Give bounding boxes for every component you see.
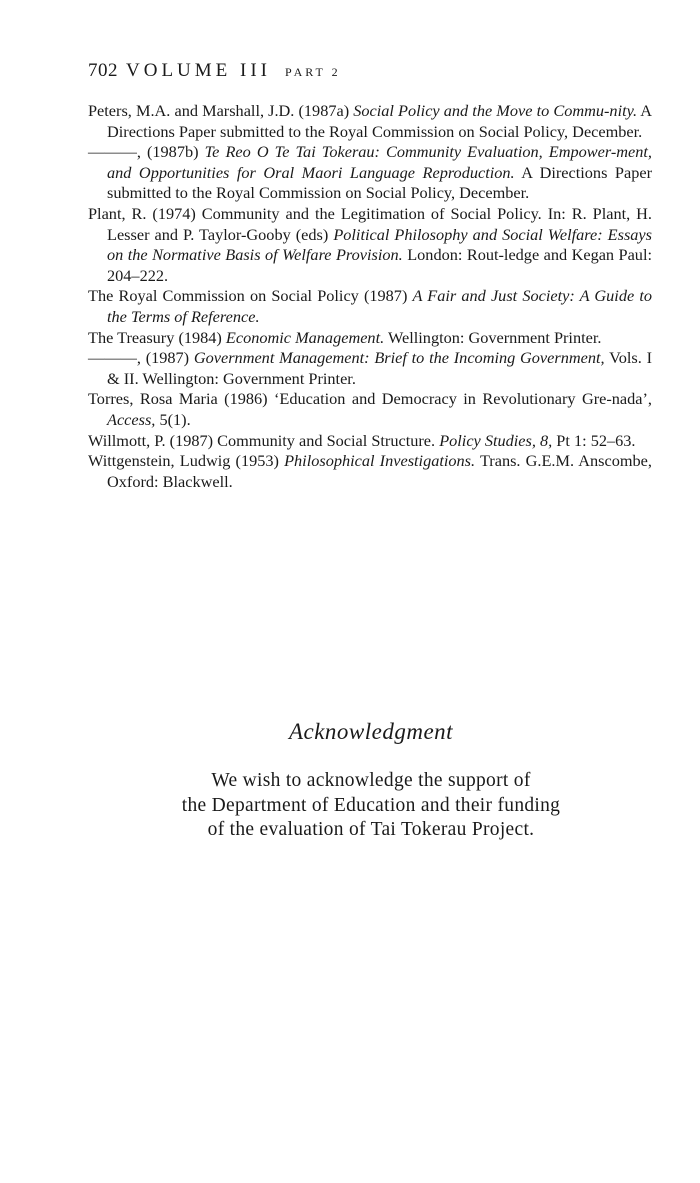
acknowledgment-body xyxy=(88,769,654,843)
reference-text: The Royal Commission on Social Policy (1987) xyxy=(88,286,413,306)
reference-text: ———, (1987) xyxy=(88,348,194,368)
reference-entry xyxy=(88,348,652,389)
reference-text: Vols. I & II. Wellington: Government Printer. xyxy=(107,348,653,388)
reference-text: Torres, Rosa Maria (1986) ‘Education and Democracy in Revolutionary Gre-nada’, xyxy=(88,389,652,409)
reference-text: Willmott, P. (1987) Community and Social Structure. xyxy=(88,430,440,450)
reference-title: Policy Studies, 8, xyxy=(439,430,553,450)
reference-text: A Directions Paper submitted to the Royal Commission on Social Policy, December. xyxy=(107,101,652,141)
reference-title: Social Policy and the Move to Commu-nity. xyxy=(353,101,638,120)
reference-title: A Fair and Just Society: A Guide to the Terms of Reference. xyxy=(107,286,652,326)
part-label: PART 2 xyxy=(285,65,341,79)
reference-text: A Directions Paper submitted to the Royal Commission on Social Policy, December. xyxy=(107,162,652,203)
acknowledgment-line: the Department of Education and their funding xyxy=(181,794,561,816)
reference-text: ———, (1987b) xyxy=(88,142,205,162)
reference-entry xyxy=(88,328,652,349)
reference-text: London: Rout-ledge and Kegan Paul: 204–222. xyxy=(107,245,652,285)
reference-text: Wellington: Government Printer. xyxy=(384,327,602,347)
reference-entry xyxy=(88,286,652,327)
reference-title: Philosophical Investigations. xyxy=(284,451,476,471)
reference-text: 5(1). xyxy=(155,409,191,429)
reference-entry xyxy=(88,431,652,452)
reference-text: Plant, R. (1974) Community and the Legitimation of Social Policy. In: R. Plant, H. Lesser and P. Taylor-Gooby (eds) xyxy=(88,203,652,244)
page-number: 702 xyxy=(88,60,118,81)
reference-entry xyxy=(88,142,652,204)
reference-title: Government Management: Brief to the Incoming Government, xyxy=(193,348,605,368)
reference-text: Peters, M.A. and Marshall, J.D. (1987a) xyxy=(88,101,354,120)
reference-entry xyxy=(88,451,652,492)
reference-text: Pt 1: 52–63. xyxy=(552,430,636,450)
reference-title: Access, xyxy=(107,409,156,429)
reference-title: Political Philosophy and Social Welfare: Essays on the Normative Basis of Welfare Provision. xyxy=(107,224,652,265)
volume-label: VOLUME III xyxy=(126,60,272,81)
reference-title: Te Reo O Te Tai Tokerau: Community Evaluation, Empower-ment, and Opportunities for Oral Maori Language Reproduction. xyxy=(107,142,652,182)
acknowledgment-line: We wish to acknowledge the support of xyxy=(211,770,531,791)
reference-text: Wittgenstein, Ludwig (1953) xyxy=(88,451,285,471)
running-header xyxy=(88,60,341,82)
reference-list xyxy=(88,101,652,492)
reference-entry xyxy=(88,389,652,430)
reference-text: Trans. G.E.M. Anscombe, Oxford: Blackwell. xyxy=(107,451,652,491)
acknowledgment-heading: Acknowledgment xyxy=(288,719,454,744)
reference-entry xyxy=(88,101,652,142)
reference-entry xyxy=(88,204,652,286)
acknowledgment-line: of the evaluation of Tai Tokerau Project. xyxy=(207,819,535,840)
reference-title: Economic Management. xyxy=(225,327,385,347)
reference-text: The Treasury (1984) xyxy=(88,327,226,347)
